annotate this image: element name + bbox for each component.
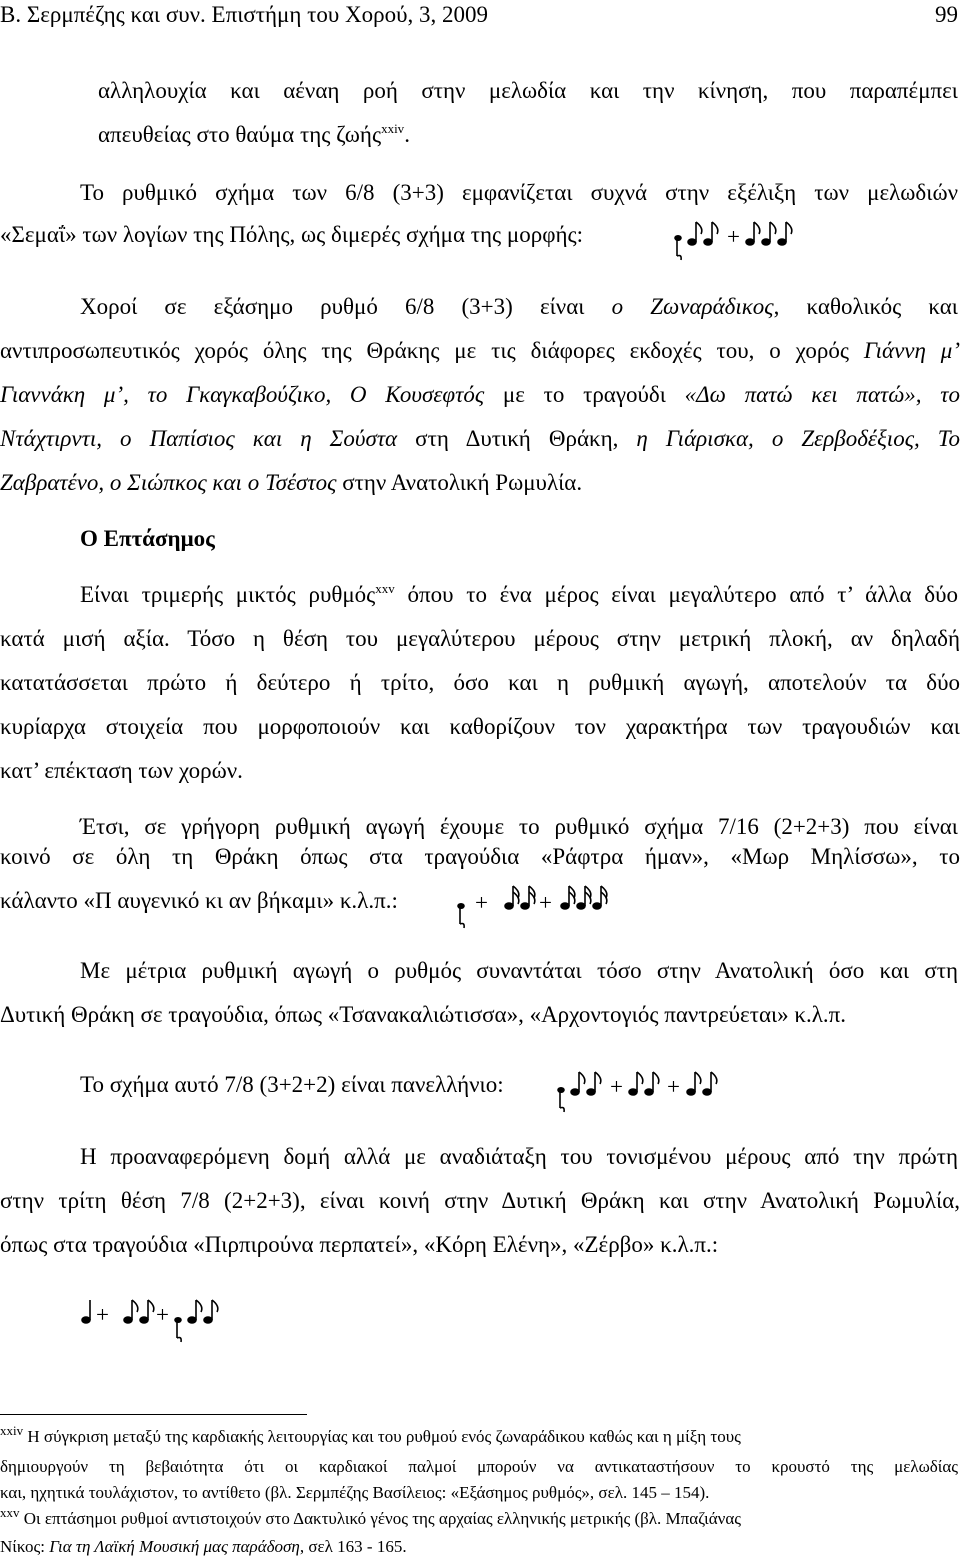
dance-name: Γιαννάκη μ’, το Γκαγκαβούζικο, Ο Κουσεφτός	[0, 382, 485, 407]
dance-name: Γιάννη μ’	[863, 338, 960, 363]
footnote-xxv-line-2	[0, 1536, 960, 1558]
footnote-mark-xxiv: xxiv	[0, 1423, 24, 1438]
dance-name: ο Ζωναράδικος	[611, 294, 774, 319]
plus-sign: +	[667, 1074, 680, 1099]
song-name: «Δω πατώ κει πατώ», το	[684, 382, 960, 407]
text: στην Ανατολική Ρωμυλία.	[336, 470, 583, 495]
paragraph-2-line-1: Το ρυθμικό σχήμα των 6/8 (3+3) εμφανίζεται συχνά στην εξέλιξη των μελωδιών	[80, 180, 958, 205]
paragraph-5-line-3: κάλαντο «Π αυγενικό κι αν βήκαμι» κ.λ.π.:	[0, 888, 398, 913]
paragraph-3-line-4	[0, 424, 960, 454]
paragraph-1-line-1: αλληλουχία και αέναη ροή στην μελωδία και την κίνηση, που παραπέμπει	[98, 78, 958, 103]
paragraph-6-line-1: Με μέτρια ρυθμική αγωγή ο ρυθμός συναντάται τόσο στην Ανατολική όσο και στη	[80, 958, 958, 983]
text: Είναι τριμερής μικτός ρυθμός	[80, 582, 376, 607]
text: με το τραγούδι	[484, 382, 685, 407]
section-heading: Ο Επτάσημος	[80, 526, 215, 551]
paragraph-4-line-5: κατ’ επέκταση των χορών.	[0, 758, 243, 783]
paragraph-3-line-5	[0, 468, 960, 498]
page-number: 99	[935, 2, 958, 27]
rhythm-figure-6-8	[672, 220, 802, 260]
paragraph-3-line-1	[80, 292, 958, 322]
paragraph-8-line-2: στην τρίτη θέση 7/8 (2+2+3), είναι κοινή στην Δυτική Θράκη και στην Ανατολική Ρωμυλία,	[0, 1188, 960, 1213]
endnote-ref-xxiv[interactable]: xxiv	[381, 121, 405, 136]
footnote-xxv-line-1	[0, 1505, 960, 1530]
footnote-xxiv-line-3: και, ηχητικά τουλάχιστον, το αντίθετο (βλ. Σερμπέζης Βασίλειος: «Εξάσημος ρυθμός», σελ. 145 – 154).	[0, 1483, 710, 1502]
text: απευθείας στο θαύμα της ζωής	[98, 122, 382, 147]
text: .	[404, 122, 410, 147]
footnote-mark-xxv: xxv	[0, 1505, 20, 1520]
rhythm-figure-7-8-223	[80, 1298, 250, 1338]
rhythm-figure-7-16	[455, 886, 615, 926]
paragraph-6-line-2: Δυτική Θράκη σε τραγούδια, όπως «Τσανακαλιώτισσα», «Αρχοντογιός παντρεύεται» κ.λ.π.	[0, 1002, 847, 1027]
footnote-xxiv-line-1	[0, 1423, 960, 1448]
running-title: Β. Σερμπέζης και συν. Επιστήμη του Χορού, 3, 2009	[0, 2, 489, 27]
dance-name: η Γιάρισκα, ο Ζερβοδέξιος, Το	[636, 426, 960, 451]
endnote-ref-xxv[interactable]: xxv	[375, 581, 395, 596]
text: Χοροί σε εξάσημο ρυθμό 6/8 (3+3) είναι	[80, 294, 612, 319]
text: όπου το ένα μέρος είναι μεγαλύτερο από τ’ άλλα δύο	[394, 582, 958, 607]
text: Νίκος:	[0, 1537, 50, 1556]
text: Οι επτάσημοι ρυθμοί αντιστοιχούν στο Δακτυλικό γένος της αρχαίας ελληνικής μετρικής (βλ. Μπαζιάνας	[23, 1509, 741, 1528]
paragraph-1-line-2	[98, 120, 960, 150]
plus-sign: +	[96, 1302, 109, 1327]
plus-sign: +	[475, 890, 488, 915]
text: Η σύγκριση μεταξύ της καρδιακής λειτουργίας και του ρυθμού ενός ζωναράδικου καθώς και η μίξη τους	[27, 1427, 741, 1446]
paragraph-7-line-1: Το σχήμα αυτό 7/8 (3+2+2) είναι πανελλήνιο:	[80, 1072, 504, 1097]
text: , σελ 163 - 165.	[299, 1537, 407, 1556]
footnote-xxiv-line-2: δημιουργούν τη βεβαιότητα ότι οι καρδιακοί παλμοί μπορούν να αντικαταστήσουν το κρουστό της μελωδίας	[0, 1457, 958, 1476]
paragraph-3-line-2	[0, 336, 960, 366]
paragraph-8-line-1: Η προαναφερόμενη δομή αλλά με αναδιάταξη του τονισμένου μέρους από την πρώτη	[80, 1144, 958, 1169]
paragraph-2-line-2: «Σεμαΐ» των λογίων της Πόλης, ως διμερές σχήμα της μορφής:	[0, 222, 584, 247]
dance-name: Ντάχτιρντι, ο Παπίσιος και η Σούστα	[0, 426, 398, 451]
paragraph-3-line-3	[0, 380, 960, 410]
text: αντιπροσωπευτικός χορός όλης της Θράκης με τις διάφορες εκδοχές του, ο χορός	[0, 338, 864, 363]
rhythm-figure-7-8-322	[555, 1070, 725, 1110]
paragraph-4-line-2: κατά μισή αξία. Τόσο η θέση του μεγαλύτερου μέρους στην μετρική πλοκή, αν δηλαδή	[0, 626, 960, 651]
text: , καθολικός και	[773, 294, 958, 319]
book-title: Για τη Λαϊκή Μουσική μας παράδοση	[49, 1537, 300, 1556]
paragraph-5-line-1: Έτσι, σε γρήγορη ρυθμική αγωγή έχουμε το ρυθμικό σχήμα 7/16 (2+2+3) που είναι	[80, 814, 958, 839]
footnote-separator	[0, 1414, 307, 1415]
text: στη Δυτική Θράκη,	[397, 426, 637, 451]
plus-sign: +	[156, 1302, 169, 1327]
plus-sign: +	[610, 1074, 623, 1099]
plus-sign: +	[539, 890, 552, 915]
dance-name: Ζαβρατένο, ο Σιώπκος και ο Τσέστος	[0, 470, 337, 495]
paragraph-4-line-4: κυρίαρχα στοιχεία που μορφοποιούν και καθορίζουν τον χαρακτήρα των τραγουδιών και	[0, 714, 960, 739]
paragraph-8-line-3: όπως στα τραγούδια «Πιρπιρούνα περπατεί», «Κόρη Ελένη», «Ζέρβο» κ.λ.π.:	[0, 1232, 719, 1257]
paragraph-4-line-1	[80, 580, 958, 610]
paragraph-5-line-2: κοινό σε όλη τη Θράκη όπως στα τραγούδια «Ράφτρα ήμαν», «Μωρ Μηλίσσω», το	[0, 844, 960, 869]
plus-sign: +	[727, 224, 740, 249]
paragraph-4-line-3: κατατάσσεται πρώτο ή δεύτερο ή τρίτο, όσο και η ρυθμική αγωγή, αποτελούν τα δύο	[0, 670, 960, 695]
